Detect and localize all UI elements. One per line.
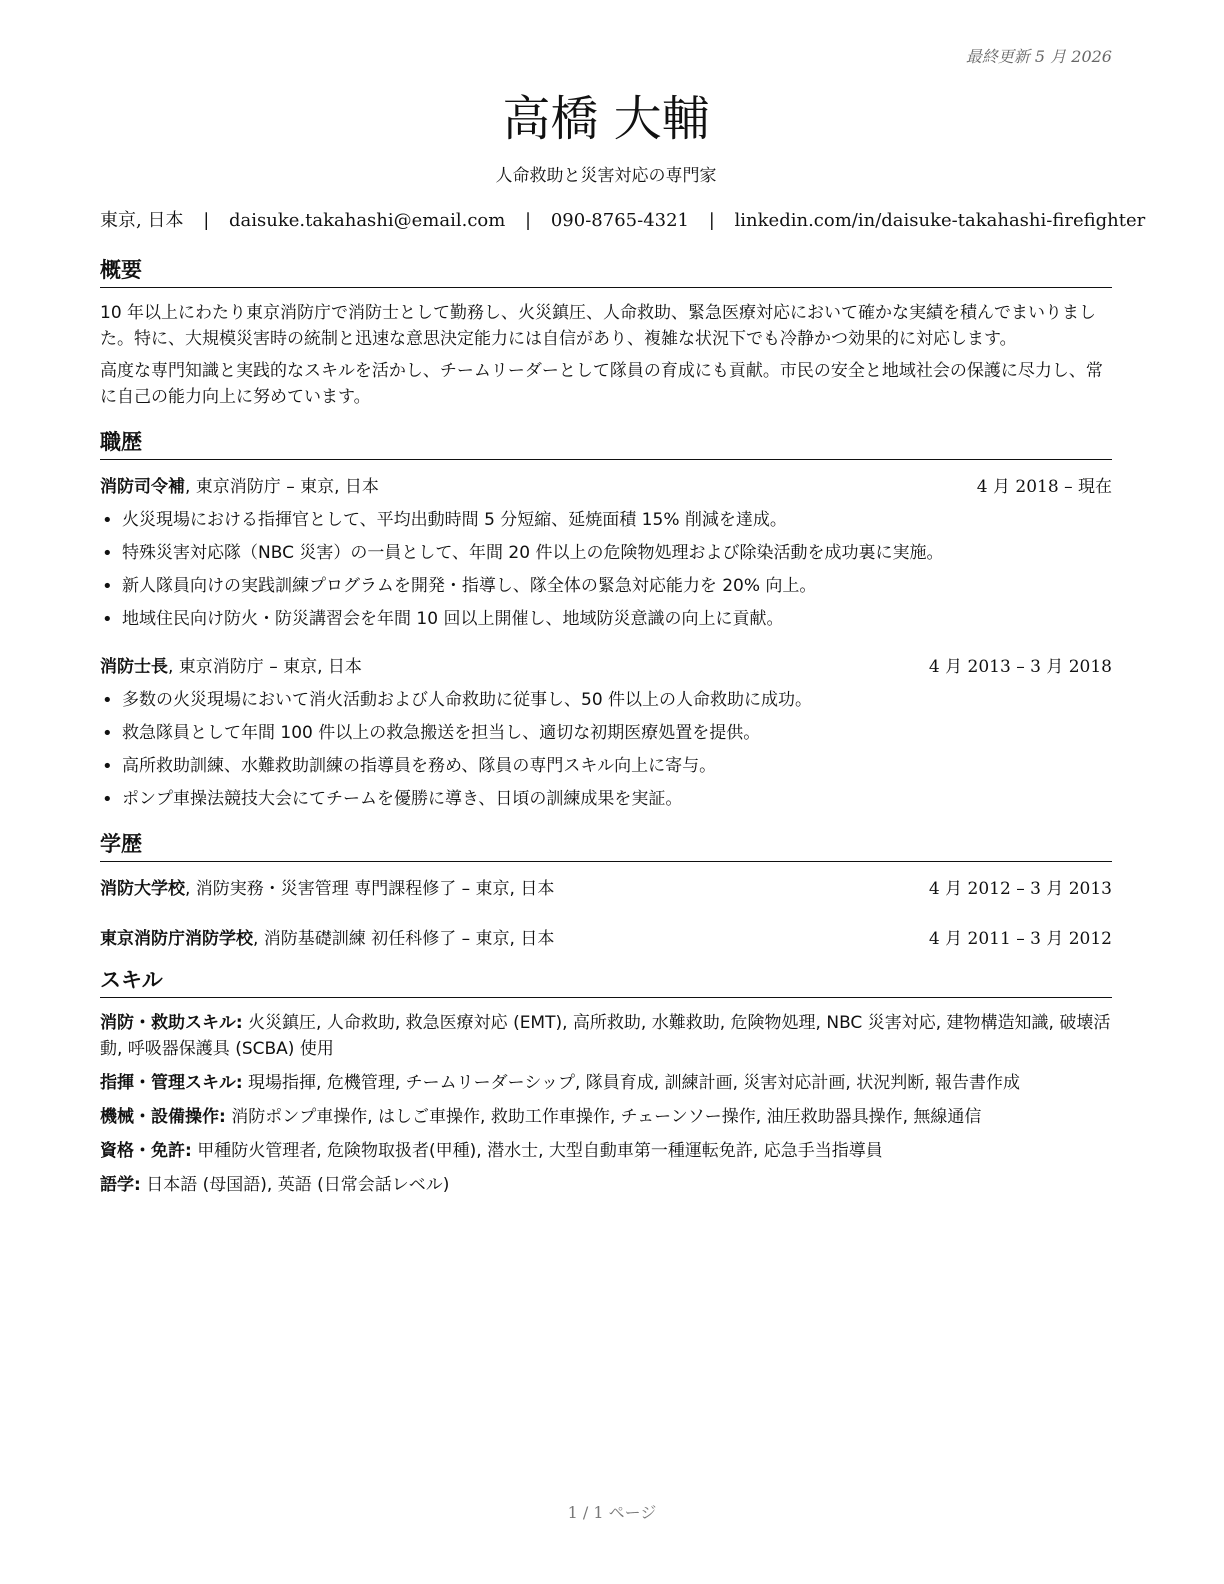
skill-text: 現場指揮, 危機管理, チームリーダーシップ, 隊員育成, 訓練計画, 災害対応計画, 状況判断, 報告書作成: [242, 1073, 1021, 1093]
education-dates: 4 月 2011 – 3 月 2012: [928, 929, 1112, 949]
skill-row: [100, 1010, 1112, 1062]
school-name: 消防大学校: [100, 879, 185, 899]
school-name: 東京消防庁消防学校: [100, 929, 253, 949]
job-header: [100, 474, 1112, 500]
contact-phone[interactable]: 090-8765-4321: [550, 210, 689, 231]
candidate-name: 高橋 大輔: [502, 91, 710, 147]
job-bullet: • ポンプ車操法競技大会にてチームを優勝に導き、日頃の訓練成果を実証。: [100, 783, 1112, 816]
job-org: , 東京消防庁 – 東京, 日本: [185, 477, 379, 497]
job-bullet: • 地域住民向け防火・防災講習会を年間 10 回以上開催し、地域防災意識の向上に貢献。: [100, 603, 1112, 636]
education-entry: [100, 926, 1112, 952]
page-indicator: 1 / 1 ページ: [567, 1503, 657, 1522]
skill-row: [100, 1138, 1112, 1164]
skill-row: [100, 1070, 1112, 1096]
job-bullet: • 高所救助訓練、水難救助訓練の指導員を務め、隊員の専門スキル向上に寄与。: [100, 750, 1112, 783]
job-dates: 4 月 2018 – 現在: [976, 477, 1112, 497]
contact-location: 東京, 日本: [100, 210, 184, 231]
skill-row: [100, 1172, 1112, 1198]
education-heading: 学歴: [100, 830, 1112, 862]
skill-row: [100, 1104, 1112, 1130]
skill-label: 指揮・管理スキル:: [100, 1073, 243, 1093]
experience-section: [100, 428, 1112, 816]
job-bullet: • 新人隊員向けの実践訓練プログラムを開発・指導し、隊全体の緊急対応能力を 20% 向上。: [100, 570, 1112, 603]
job-bullets: [100, 684, 1112, 816]
school-detail: , 消防実務・災害管理 専門課程修了 – 東京, 日本: [185, 879, 555, 899]
education-section: [100, 830, 1112, 952]
job-header: [100, 654, 1112, 680]
last-updated: 最終更新 5 月 2026: [965, 47, 1112, 66]
experience-heading: 職歴: [100, 428, 1112, 460]
contact-line: [100, 208, 1146, 234]
skills-heading: スキル: [100, 966, 1112, 998]
skill-label: 資格・免許:: [100, 1141, 192, 1161]
summary-heading: 概要: [100, 256, 1112, 288]
summary-paragraph: 高度な専門知識と実践的なスキルを活かし、チームリーダーとして隊員の育成にも貢献。市民の安全と地域社会の保護に尽力し、常に自己の能力向上に努めています。: [100, 361, 1103, 407]
job-dates: 4 月 2013 – 3 月 2018: [928, 657, 1112, 677]
skill-text: 火災鎮圧, 人命救助, 救急医療対応 (EMT), 高所救助, 水難救助, 危険物処理, NBC 災害対応, 建物構造知識, 破壊活動, 呼吸器保護具 (SCBA) 使用: [100, 1013, 1111, 1059]
job-entry: [100, 474, 1112, 636]
summary-paragraph: 10 年以上にわたり東京消防庁で消防士として勤務し、火災鎮圧、人命救助、緊急医療対応において確かな実績を積んでまいりました。特に、大規模災害時の統制と迅速な意思決定能力には自信があり、複雑な状況下でも冷静かつ効果的に対応します。: [100, 303, 1097, 349]
job-bullet: • 救急隊員として年間 100 件以上の救急搬送を担当し、適切な初期医療処置を提供。: [100, 717, 1112, 750]
job-bullets: [100, 504, 1112, 636]
skill-label: 語学:: [100, 1175, 141, 1195]
job-entry: [100, 654, 1112, 816]
job-bullet: • 火災現場における指揮官として、平均出動時間 5 分短縮、延焼面積 15% 削減を達成。: [100, 504, 1112, 537]
education-entry: [100, 876, 1112, 902]
skills-section: [100, 966, 1112, 1198]
job-org: , 東京消防庁 – 東京, 日本: [168, 657, 362, 677]
job-title: 消防司令補: [100, 477, 185, 497]
job-bullet: • 多数の火災現場において消火活動および人命救助に従事し、50 件以上の人命救助に成功。: [100, 684, 1112, 717]
skill-label: 機械・設備操作:: [100, 1107, 226, 1127]
skill-text: 甲種防火管理者, 危険物取扱者(甲種), 潜水士, 大型自動車第一種運転免許, 応急手当指導員: [191, 1141, 883, 1161]
skill-label: 消防・救助スキル:: [100, 1013, 243, 1033]
contact-separator: |: [708, 210, 715, 231]
job-bullet: • 特殊災害対応隊（NBC 災害）の一員として、年間 20 件以上の危険物処理および除染活動を成功裏に実施。: [100, 537, 1112, 570]
summary-section: [100, 256, 1112, 410]
education-dates: 4 月 2012 – 3 月 2013: [928, 879, 1112, 899]
contact-separator: |: [525, 210, 532, 231]
skill-text: 消防ポンプ車操作, はしご車操作, 救助工作車操作, チェーンソー操作, 油圧救助器具操作, 無線通信: [225, 1107, 982, 1127]
contact-separator: |: [203, 210, 210, 231]
tagline: 人命救助と災害対応の専門家: [495, 166, 717, 186]
contact-email[interactable]: daisuke.takahashi@email.com: [229, 210, 506, 231]
school-detail: , 消防基礎訓練 初任科修了 – 東京, 日本: [253, 929, 555, 949]
contact-linkedin[interactable]: linkedin.com/in/daisuke-takahashi-firefighter: [734, 210, 1146, 231]
job-title: 消防士長: [100, 657, 168, 677]
skill-text: 日本語 (母国語), 英語 (日常会話レベル): [140, 1175, 450, 1195]
